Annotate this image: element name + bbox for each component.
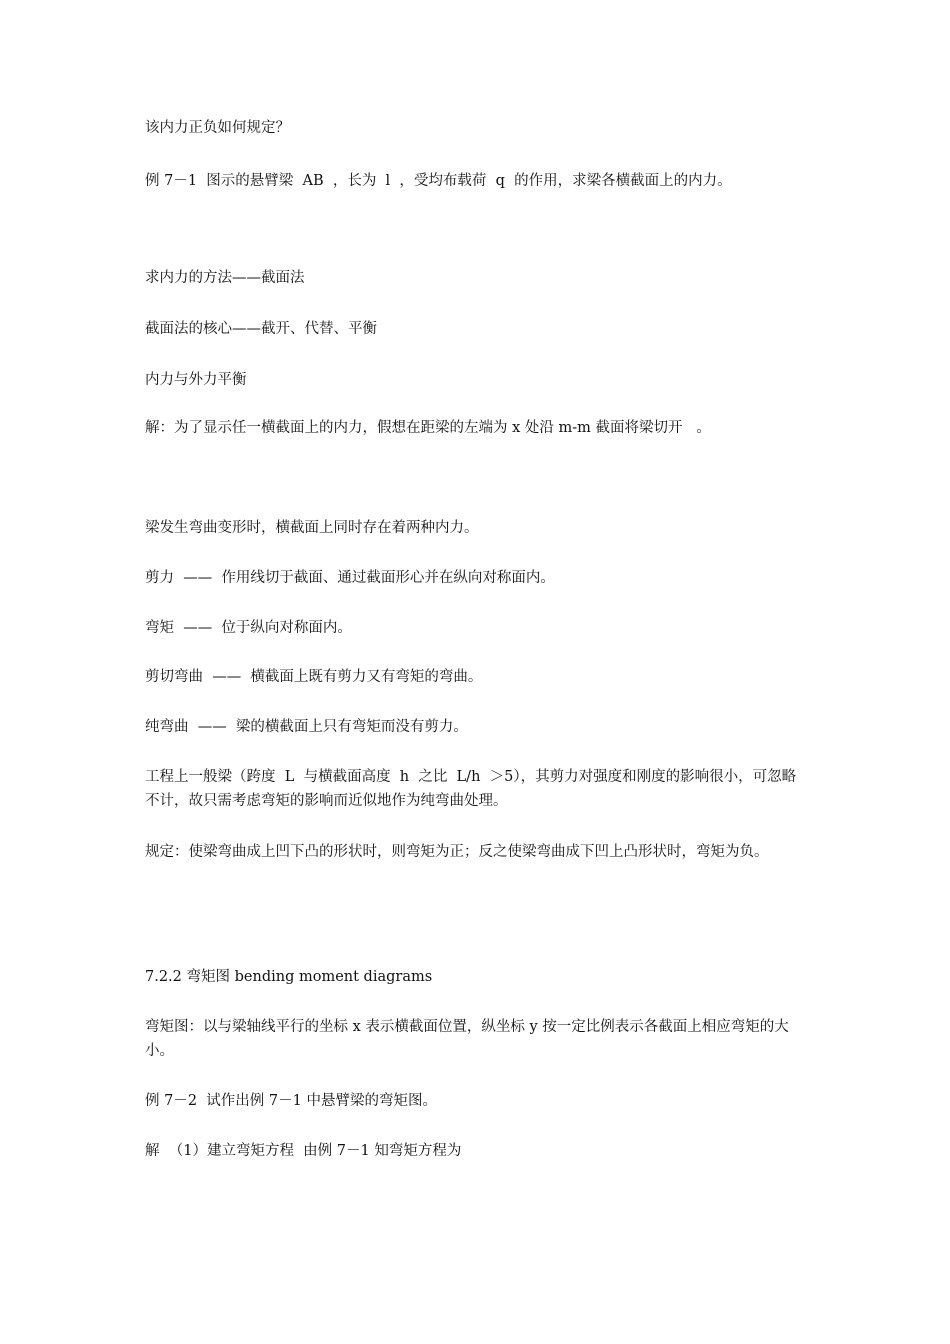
- solution-cut-line: 解：为了显示任一横截面上的内力，假想在距梁的左端为 x 处沿 m-m 截面将梁切开 。: [145, 420, 711, 436]
- solution-step-1: 解 （1）建立弯矩方程 由例 7－1 知弯矩方程为: [145, 1143, 462, 1159]
- question-sign-convention: 该内力正负如何规定？: [145, 120, 290, 136]
- engineering-beam-note: 工程上一般梁（跨度 L 与横截面高度 h 之比 L/h ＞5），其剪力对强度和刚度的影响很小，可忽略不计，故只需考虑弯矩的影响而近似地作为纯弯曲处理。: [145, 769, 797, 809]
- method-section-line: 求内力的方法——截面法: [145, 270, 305, 286]
- equilibrium-line: 内力与外力平衡: [145, 372, 247, 388]
- moment-diagram-definition: 弯矩图：以与梁轴线平行的坐标 x 表示横截面位置，纵坐标 y 按一定比例表示各截面上相应弯矩的大小。: [145, 1019, 789, 1059]
- bending-moment-definition: 弯矩 —— 位于纵向对称面内。: [145, 620, 352, 636]
- example-7-2-statement: 例 7－2 试作出例 7－1 中悬臂梁的弯矩图。: [145, 1093, 437, 1109]
- shear-bending-definition: 剪切弯曲 —— 横截面上既有剪力又有弯矩的弯曲。: [145, 669, 483, 685]
- shear-force-definition: 剪力 —— 作用线切于截面、通过截面形心并在纵向对称面内。: [145, 570, 555, 586]
- pure-bending-definition: 纯弯曲 —— 梁的横截面上只有弯矩而没有剪力。: [145, 719, 468, 735]
- example-7-1-statement: 例 7－1 图示的悬臂梁 AB ，长为 l ，受均布载荷 q 的作用，求梁各横截面上的内力。: [145, 173, 732, 189]
- two-internal-forces-line: 梁发生弯曲变形时，横截面上同时存在着两种内力。: [145, 520, 479, 536]
- sign-rule-paragraph: 规定：使梁弯曲成上凹下凸的形状时，则弯矩为正；反之使梁弯曲成下凹上凸形状时，弯矩为负。: [145, 844, 769, 860]
- method-core-line: 截面法的核心——截开、代替、平衡: [145, 321, 377, 337]
- section-heading-7-2-2: 7.2.2 弯矩图 bending moment diagrams: [145, 969, 433, 985]
